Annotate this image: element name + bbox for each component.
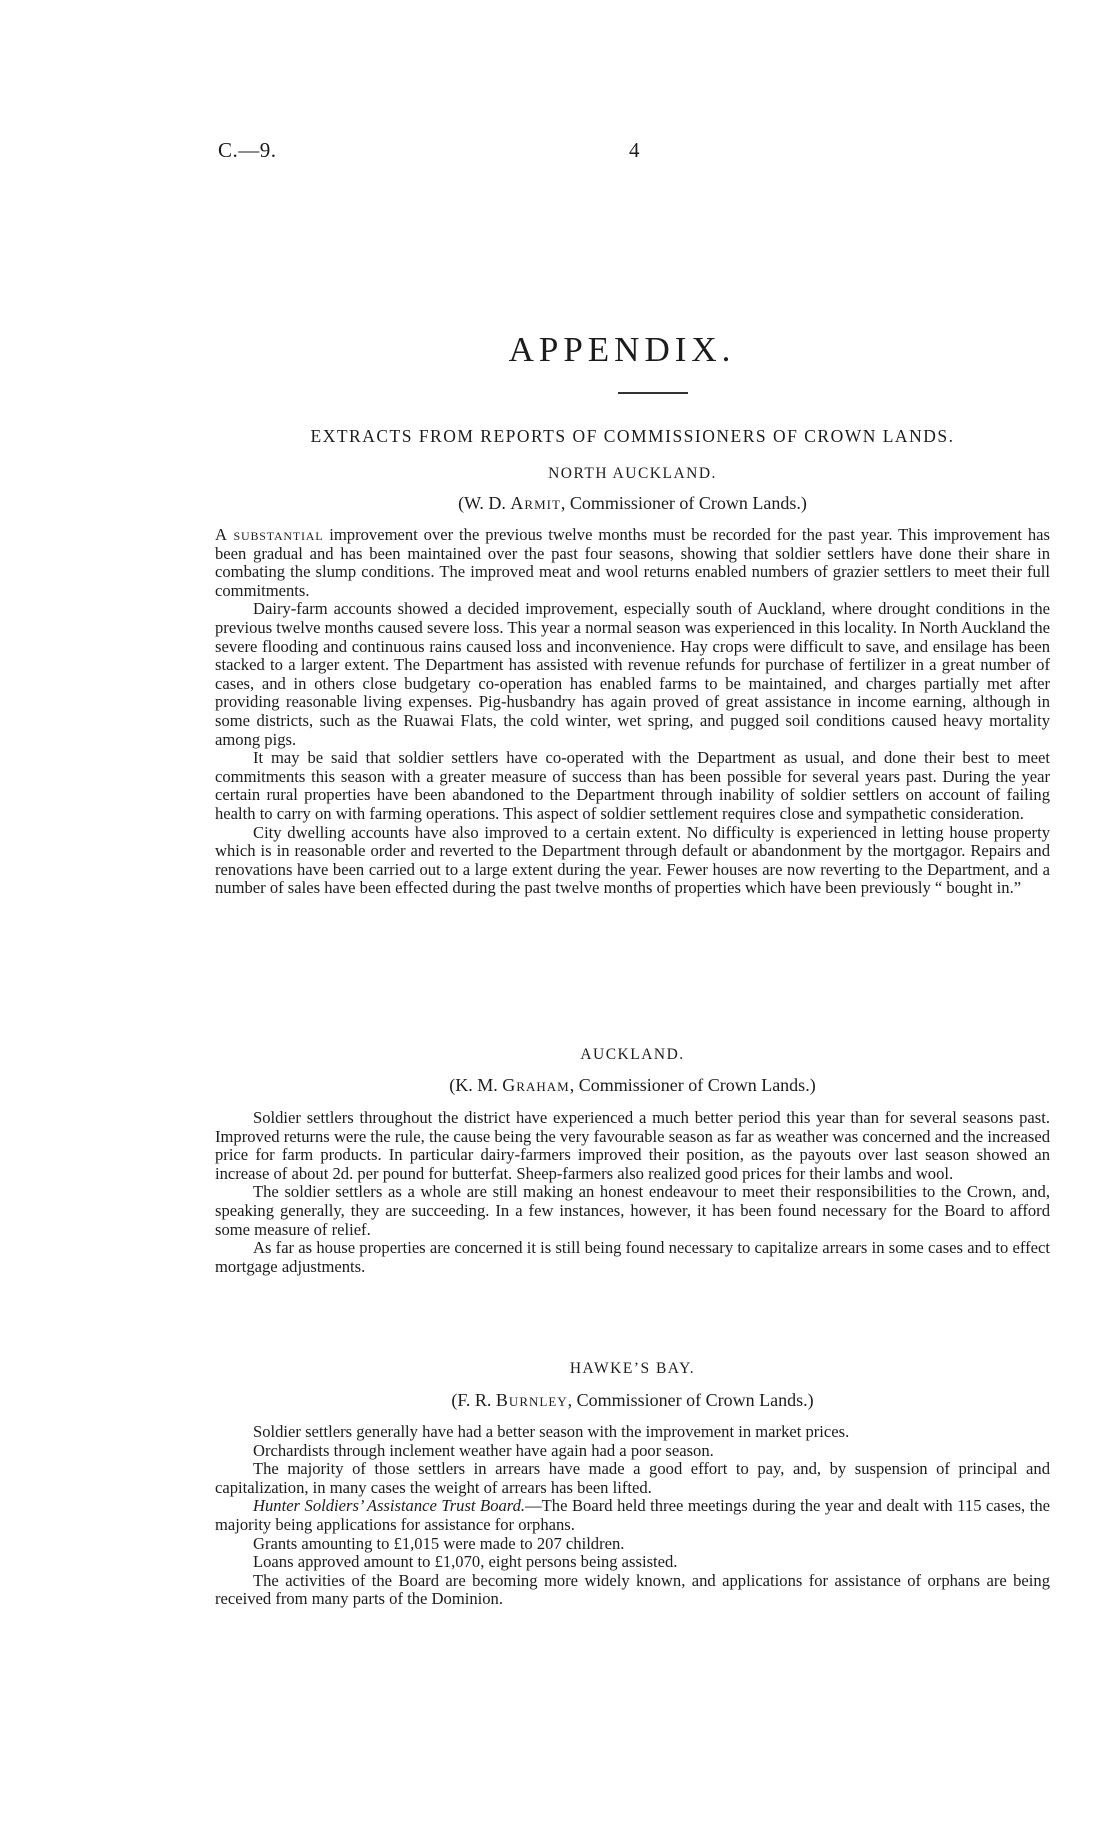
commissioner-initials: (K. M. [449,1075,503,1095]
paragraph-lead: A substantial [215,525,324,544]
board-name: Hunter Soldiers’ Assistance Trust Board. [253,1496,526,1516]
paragraph: It may be said that soldier settlers have co-operated with the Department as usual, and done their best to meet commitments this season with a greater measure of success than has been possible for several years past. During the year certain rural properties have been abandoned to the Department through inability of soldier settlers on account of failing health to carry on with farming operations. This aspect of soldier settlement requires close and sympathetic consideration. [215,748,1050,823]
paragraph: The soldier settlers as a whole are still making an honest endeavour to meet their responsibilities to the Crown, and, speaking generally, they are succeeding. In a few instances, however, it has been found necessary for the Board to afford some measure of relief. [215,1182,1050,1239]
commissioner-title: , Commissioner of Crown Lands.) [560,493,807,513]
paragraph [215,1497,1050,1534]
section-heading-hawkes-bay: HAWKE’S BAY. [569,1360,696,1377]
paragraph: Soldier settlers generally have had a better season with the improvement in market prices. [253,1422,850,1441]
section-heading-auckland: AUCKLAND. [580,1046,685,1063]
paragraph: Dairy-farm accounts showed a decided improvement, especially south of Auckland, where drought conditions in the previous twelve months caused severe loss. This year a normal season was experienced in this locality. In North Auckland the severe flooding and continuous rains caused loss and inconvenience. Hay crops were difficult to save, and ensilage has been stacked to a larger extent. The Department has assisted with revenue refunds for purchase of fertilizer in a great number of cases, and in others close budgetary co-operation has enabled farms to be maintained, and charges partially met after providing reasonable living expenses. Pig-husbandry has again proved of great assistance in income earning, although in some districts, such as the Ruawai Flats, the cold winter, wet spring, and pugged soil conditions caused heavy mortality among pigs. [215,599,1050,749]
commissioner-line-hawkes-bay [215,1390,1050,1411]
paragraph-text: improvement over the previous twelve months must be recorded for the past year. This improvement has been gradual and has been maintained over the past four seasons, showing that soldier settlers have done their share in combating the slump conditions. The improved meat and wool returns enabled numbers of grazier settlers to meet their full commitments. [215,525,1050,600]
commissioner-name: Burnley [495,1390,568,1410]
section-body-hawkes-bay [215,1423,1050,1609]
commissioner-initials: (F. R. [451,1390,496,1410]
commissioner-line-auckland [215,1075,1050,1096]
paragraph: Loans approved amount to £1,070, eight persons being assisted. [253,1552,678,1572]
paragraph: City dwelling accounts have also improved to a certain extent. No difficulty is experienced in letting house property which is in reasonable order and reverted to the Department through default or abandonment by the mortgagor. Repairs and renovations have been carried out to a large extent during the year. Fewer houses are now reverting to the Department, and a number of sales have been effected during the past twelve months of properties which have been previously “ bought in.” [215,822,1050,898]
commissioner-name: Armit [510,493,561,513]
commissioner-name: Graham [502,1075,570,1095]
page-number: 4 [629,138,640,162]
appendix-title: APPENDIX. [508,330,736,369]
commissioner-initials: (W. D. [458,493,511,513]
paragraph: The activities of the Board are becoming more widely known, and applications for assistance of orphans are being received from many parts of the Dominion. [215,1570,1050,1609]
paragraph: As far as house properties are concerned it is still being found necessary to capitalize arrears in some cases and to effect mortgage adjustments. [215,1238,1050,1276]
paragraph: Orchardists through inclement weather have again had a poor season. [253,1440,714,1460]
commissioner-title: , Commissioner of Crown Lands.) [569,1075,816,1095]
section-heading-north-auckland: NORTH AUCKLAND. [548,465,717,482]
title-rule [618,392,688,394]
section-body-auckland [215,1109,1050,1276]
extracts-heading: EXTRACTS FROM REPORTS OF COMMISSIONERS OF CROWN LANDS. [310,426,955,446]
document-reference: C.—9. [218,138,277,162]
commissioner-title: , Commissioner of Crown Lands.) [567,1390,814,1410]
paragraph: Soldier settlers throughout the district have experienced a much better period this year than for several seasons past. Improved returns were the rule, the cause being the very favourable season as far as weather was concerned and the increased price for farm products. In particular dairy-farmers improved their position, as the payouts over last season showed an increase of about 2d. per pound for butterfat. Sheep-farmers also realized good prices for their lambs and wool. [215,1108,1050,1183]
paragraph: The majority of those settlers in arrears have made a good effort to pay, and, by suspension of principal and capitalization, in many cases the weight of arrears has been lifted. [215,1459,1050,1497]
section-body-north-auckland [215,526,1050,898]
commissioner-line-north-auckland [215,493,1050,514]
paragraph-text: —The Board held three meetings during the year and dealt with 115 cases, the majority being applications for assistance for orphans. [215,1496,1050,1534]
paragraph [215,526,1050,600]
paragraph: Grants amounting to £1,015 were made to 207 children. [253,1533,625,1553]
